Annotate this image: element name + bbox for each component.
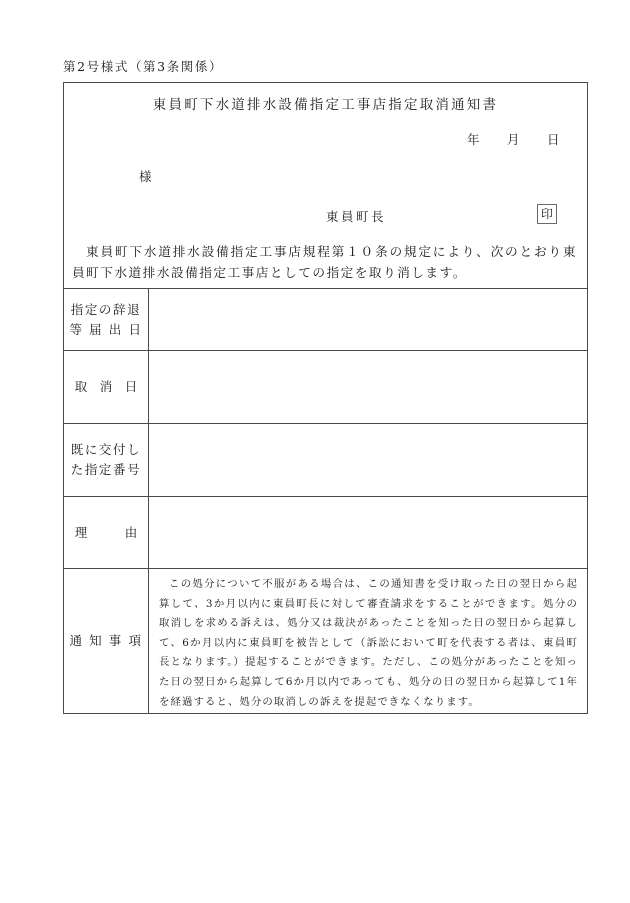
date-line	[467, 130, 561, 148]
body-paragraph: 東員町下水道排水設備指定工事店規程第１０条の規定により、次のとおり東員町下水道排水設備指定工事店としての指定を取り消します。	[72, 244, 577, 280]
form-header-region	[64, 83, 587, 289]
row-value-cancellation-date[interactable]	[149, 351, 587, 423]
row-label-line2: 等 届 出 日	[69, 321, 143, 337]
notification-form-table	[63, 82, 588, 714]
row-value-issued-designation-number[interactable]	[149, 424, 587, 496]
table-row	[64, 424, 587, 497]
table-row	[64, 497, 587, 569]
row-label-reason	[64, 497, 149, 568]
row-label-notice-items	[64, 569, 149, 713]
form-rows	[64, 289, 587, 713]
date-month-label: 月	[506, 132, 521, 147]
row-label-line1: 理 由	[74, 524, 138, 540]
table-row	[64, 569, 587, 713]
table-row	[64, 351, 587, 424]
addressee-honorific: 様	[139, 169, 154, 184]
row-label-cancellation-date	[64, 351, 149, 423]
row-label-line1: 取 消 日	[74, 379, 138, 394]
issuer-line	[64, 207, 587, 229]
row-label-line1: 通 知 事 項	[69, 633, 143, 648]
row-label-issued-designation-number	[64, 424, 149, 496]
date-year-label: 年	[466, 132, 481, 147]
form-number: 第2号様式（第3条関係）	[63, 59, 224, 74]
row-label-line2: た指定番号	[70, 462, 142, 477]
row-value-reason[interactable]	[149, 497, 587, 568]
document-title: 東員町下水道排水設備指定工事店指定取消通知書	[152, 97, 499, 113]
date-day-label: 日	[546, 132, 561, 147]
row-label-line1: 既に交付し	[70, 442, 142, 457]
notice-paragraph: この処分について不服がある場合は、この通知書を受け取った日の翌日から起算して、3か月以内に東員町長に対して審査請求をすることができます。処分の取消しを求める訴えは、処分又は裁決があったことを知った日の翌日から起算して、6か月以内に東員町を被告として（訴訟において町を代表する者は、東員町長となります。）提起することができます。ただし、この処分があったことを知った日の翌日から起算して6か月以内であっても、処分の日の翌日から起算して1年を経過すると、処分の取消しの訴えを提起できなくなります。	[159, 578, 578, 708]
seal-stamp-box: 印	[537, 204, 557, 224]
row-value-notice-items	[149, 569, 587, 713]
row-label-declination-date	[64, 289, 149, 350]
row-label-line1: 指定の辞退	[70, 301, 142, 317]
issuer-name: 東員町長	[326, 209, 387, 224]
row-value-declination-date[interactable]	[149, 289, 587, 350]
table-row	[64, 289, 587, 351]
